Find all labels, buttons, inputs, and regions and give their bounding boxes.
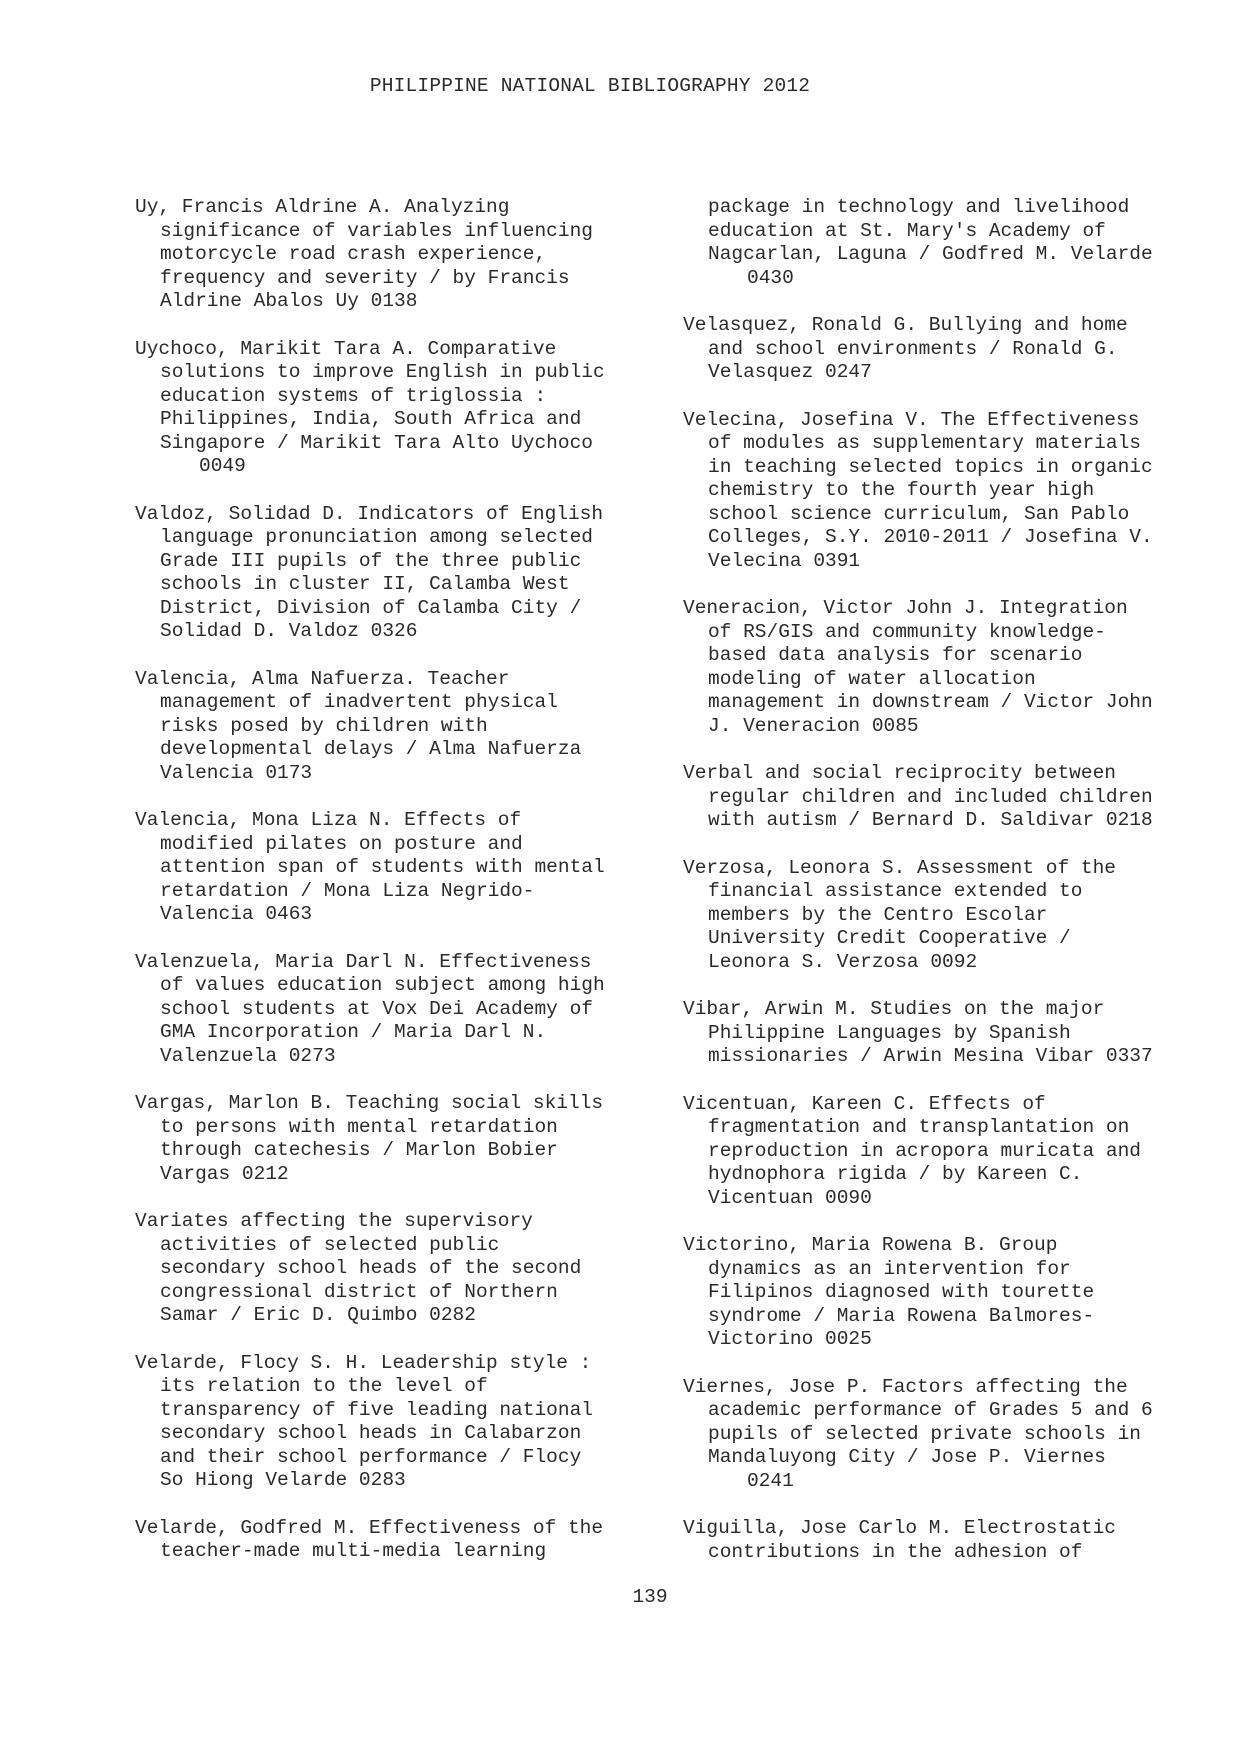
entry-line: Grade III pupils of the three public (160, 549, 582, 572)
entry-line: package in technology and livelihood (708, 196, 1130, 218)
entry-heading-line: Uy, Francis Aldrine A. Analyzing (135, 196, 510, 218)
entry-line: Singapore / Marikit Tara Alto Uychoco (160, 431, 593, 454)
entry-line: with autism / Bernard D. Saldivar 0218 (708, 809, 1153, 831)
entry-line: Leonora S. Verzosa 0092 (708, 950, 978, 973)
entry-heading-line: Variates affecting the supervisory (135, 1210, 533, 1232)
entry-line: Solidad D. Valdoz 0326 (160, 620, 418, 642)
entry-line: Velasquez 0247 (708, 361, 872, 383)
entry-line: motorcycle road crash experience, (160, 243, 547, 265)
bibliography-entry (135, 503, 665, 644)
entry-line: So Hiong Velarde 0283 (160, 1469, 406, 1491)
entry-heading-line: Verzosa, Leonora S. Assessment of the (683, 856, 1116, 879)
entry-line: University Credit Cooperative / (708, 927, 1071, 949)
bibliography-entry (135, 809, 665, 927)
entry-line: regular children and included children (708, 785, 1153, 808)
entry-line: dynamics as an intervention for (708, 1257, 1071, 1280)
entry-line: 0049 (199, 455, 246, 477)
entry-line: Vicentuan 0090 (708, 1186, 872, 1209)
entry-line: secondary school heads in Calabarzon (160, 1422, 582, 1444)
entry-line: academic performance of Grades 5 and 6 (708, 1399, 1153, 1421)
entry-line: language pronunciation among selected (160, 526, 593, 548)
entry-line: modified pilates on posture and (160, 832, 523, 855)
entry-line: of modules as supplementary materials (708, 432, 1141, 454)
entry-heading-line: Veneracion, Victor John J. Integration (683, 597, 1128, 619)
entry-line: of RS/GIS and community knowledge- (708, 620, 1106, 643)
entry-heading-line: Valenzuela, Maria Darl N. Effectiveness (135, 950, 592, 973)
bibliography-entry (683, 1517, 1213, 1564)
entry-heading-line: Viguilla, Jose Carlo M. Electrostatic (683, 1517, 1116, 1539)
entry-line: solutions to improve English in public (160, 361, 605, 383)
entry-heading-line: Velarde, Godfred M. Effectiveness of the (135, 1516, 604, 1539)
entry-line: Valencia 0463 (160, 903, 313, 925)
entry-line: school science curriculum, San Pablo (708, 502, 1130, 525)
entry-heading-line: Valencia, Alma Nafuerza. Teacher (135, 667, 510, 690)
bibliography-entry (683, 1234, 1213, 1352)
entry-line: District, Division of Calamba City / (160, 596, 582, 619)
entry-line: through catechesis / Marlon Bobier (160, 1139, 558, 1161)
entry-line: congressional district of Northern (160, 1280, 558, 1303)
bibliography-entry (135, 338, 665, 479)
entry-line: Valenzuela 0273 (160, 1044, 336, 1067)
entry-line: management in downstream / Victor John (708, 691, 1153, 713)
bibliography-entry (683, 409, 1213, 574)
left-column (135, 196, 665, 1588)
entry-line: Filipinos diagnosed with tourette (708, 1281, 1095, 1303)
entry-heading-line: Valencia, Mona Liza N. Effects of (135, 809, 522, 831)
entry-line: and school environments / Ronald G. (708, 337, 1118, 360)
bibliography-entry (683, 857, 1213, 975)
bibliography-entry (135, 196, 665, 314)
entry-line: Colleges, S.Y. 2010-2011 / Josefina V. (708, 526, 1153, 548)
entry-line: based data analysis for scenario (708, 644, 1083, 666)
entry-line: J. Veneracion 0085 (708, 714, 919, 737)
entry-line: school students at Vox Dei Academy of (160, 997, 593, 1020)
entry-line: modeling of water allocation (708, 667, 1036, 690)
bibliography-entry (135, 1210, 665, 1328)
entry-line: risks posed by children with (160, 714, 488, 737)
right-column (683, 196, 1213, 1588)
page-number: 139 (632, 1586, 668, 1608)
entry-line: Vargas 0212 (160, 1162, 289, 1185)
entry-line: to persons with mental retardation (160, 1115, 558, 1138)
bibliography-entry (683, 314, 1213, 385)
entry-line: its relation to the level of (160, 1375, 488, 1397)
bibliography-entry (683, 1093, 1213, 1211)
entry-line: Nagcarlan, Laguna / Godfred M. Velarde (708, 243, 1153, 265)
entry-line: chemistry to the fourth year high (708, 479, 1095, 501)
entry-line: 0430 (747, 266, 794, 289)
entry-line: management of inadvertent physical (160, 691, 558, 713)
entry-heading-line: Velecina, Josefina V. The Effectiveness (683, 408, 1140, 431)
entry-line: Aldrine Abalos Uy 0138 (160, 290, 418, 312)
entry-line: missionaries / Arwin Mesina Vibar 0337 (708, 1045, 1153, 1067)
entry-heading-line: Uychoco, Marikit Tara A. Comparative (135, 337, 557, 360)
entry-heading-line: Vicentuan, Kareen C. Effects of (683, 1092, 1046, 1115)
entry-line: members by the Centro Escolar (708, 903, 1048, 926)
bibliography-entry (683, 196, 1213, 290)
entry-line: GMA Incorporation / Maria Darl N. (160, 1021, 547, 1043)
bibliography-entry (135, 1092, 665, 1186)
bibliography-entry (135, 1352, 665, 1493)
entry-line: retardation / Mona Liza Negrido- (160, 879, 535, 902)
entry-line: hydnophora rigida / by Kareen C. (708, 1163, 1083, 1185)
bibliography-entry (683, 998, 1213, 1069)
entry-heading-line: Velasquez, Ronald G. Bullying and home (683, 314, 1128, 336)
bibliography-entry (683, 762, 1213, 833)
entry-line: activities of selected public (160, 1233, 500, 1256)
entry-line: significance of variables influencing (160, 219, 593, 242)
entry-line: and their school performance / Flocy (160, 1445, 582, 1468)
entry-line: frequency and severity / by Francis (160, 266, 570, 289)
entry-line: schools in cluster II, Calamba West (160, 573, 570, 595)
entry-line: fragmentation and transplantation on (708, 1116, 1130, 1138)
entry-heading-line: Vargas, Marlon B. Teaching social skills (135, 1092, 604, 1114)
entry-line: in teaching selected topics in organic (708, 455, 1153, 478)
entry-line: developmental delays / Alma Nafuerza (160, 738, 582, 760)
bibliography-entry (683, 1376, 1213, 1494)
entry-line: 0241 (747, 1469, 794, 1492)
entry-heading-line: Vibar, Arwin M. Studies on the major (683, 998, 1105, 1020)
page-title: PHILIPPINE NATIONAL BIBLIOGRAPHY 2012 (369, 75, 811, 97)
entry-line: contributions in the adhesion of (708, 1540, 1083, 1563)
entry-line: Valencia 0173 (160, 761, 313, 784)
entry-line: Mandaluyong City / Jose P. Viernes (708, 1446, 1106, 1468)
entry-line: financial assistance extended to (708, 880, 1083, 902)
entry-heading-line: Velarde, Flocy S. H. Leadership style : (135, 1351, 592, 1374)
entry-line: transparency of five leading national (160, 1398, 593, 1421)
entry-line: education systems of triglossia : (160, 384, 547, 407)
entry-line: Velecina 0391 (708, 549, 861, 572)
entry-line: education at St. Mary's Academy of (708, 219, 1106, 242)
entry-heading-line: Verbal and social reciprocity between (683, 762, 1116, 784)
entry-heading-line: Viernes, Jose P. Factors affecting the (683, 1375, 1128, 1398)
bibliography-entry (683, 597, 1213, 738)
entry-line: Samar / Eric D. Quimbo 0282 (160, 1304, 476, 1326)
entry-line: teacher-made multi-media learning (160, 1540, 547, 1562)
bibliography-entry (135, 951, 665, 1069)
entry-line: Philippine Languages by Spanish (708, 1021, 1071, 1044)
entry-line: attention span of students with mental (160, 856, 605, 878)
entry-heading-line: Valdoz, Solidad D. Indicators of English (135, 502, 604, 525)
entry-line: reproduction in acropora muricata and (708, 1139, 1141, 1162)
bibliography-entry (135, 1517, 665, 1564)
entry-line: Philippines, India, South Africa and (160, 408, 582, 430)
entry-line: pupils of selected private schools in (708, 1422, 1141, 1445)
entry-line: of values education subject among high (160, 974, 605, 996)
entry-line: Victorino 0025 (708, 1328, 872, 1350)
entry-heading-line: Victorino, Maria Rowena B. Group (683, 1234, 1058, 1256)
bibliography-entry (135, 668, 665, 786)
entry-line: secondary school heads of the second (160, 1257, 582, 1279)
entry-line: syndrome / Maria Rowena Balmores- (708, 1304, 1095, 1327)
